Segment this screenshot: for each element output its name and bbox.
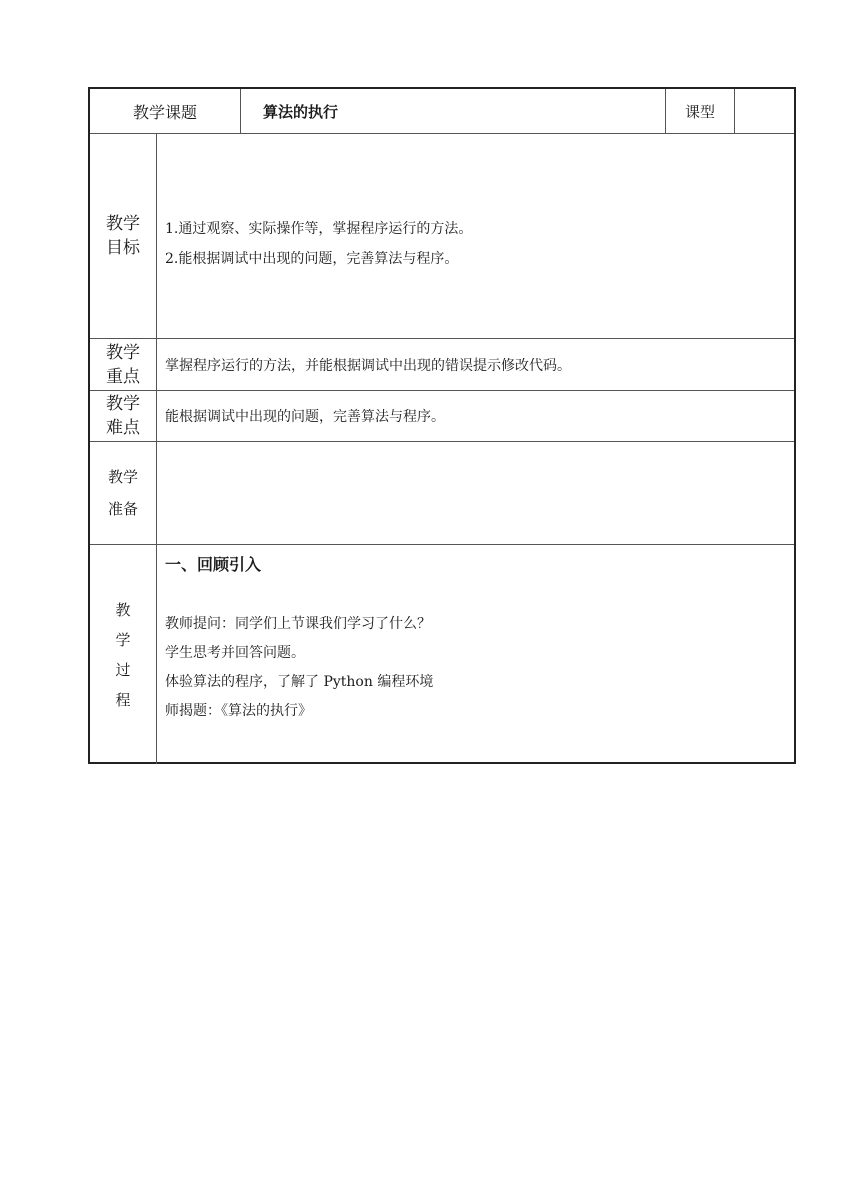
process-label-char: 学 bbox=[115, 630, 131, 649]
focus-row bbox=[90, 339, 794, 391]
process-label-char: 过 bbox=[115, 660, 131, 679]
preparation-content bbox=[156, 442, 794, 544]
goals-row bbox=[90, 134, 794, 339]
process-row bbox=[90, 545, 794, 764]
lesson-plan-table bbox=[88, 87, 796, 764]
difficulty-text: 能根据调试中出现的问题，完善算法与程序。 bbox=[165, 409, 445, 425]
goals-label-line1: 教学 bbox=[106, 214, 140, 234]
topic-value: 算法的执行 bbox=[240, 89, 665, 133]
focus-label-line2: 重点 bbox=[106, 366, 140, 387]
process-label bbox=[90, 545, 156, 764]
process-label-char: 教 bbox=[115, 600, 131, 619]
process-lines bbox=[165, 610, 794, 726]
goals-content bbox=[156, 134, 794, 338]
process-line: 学生思考并回答问题。 bbox=[165, 645, 305, 661]
goal-item: 1.通过观察、实际操作等，掌握程序运行的方法。 bbox=[165, 221, 473, 237]
difficulty-label-line1: 教学 bbox=[106, 394, 140, 414]
goals-list bbox=[165, 134, 794, 274]
preparation-label bbox=[90, 442, 156, 544]
goals-label bbox=[90, 134, 156, 338]
difficulty-row bbox=[90, 391, 794, 442]
difficulty-content bbox=[156, 391, 794, 441]
type-value bbox=[734, 89, 796, 133]
section-heading: 一、回顾引入 bbox=[165, 555, 262, 574]
header-row bbox=[90, 89, 794, 134]
focus-label bbox=[90, 339, 156, 390]
process-label-char: 程 bbox=[115, 690, 131, 709]
preparation-label-line1: 教学 bbox=[107, 468, 138, 486]
preparation-row bbox=[90, 442, 794, 545]
focus-content bbox=[156, 339, 794, 390]
difficulty-label bbox=[90, 391, 156, 441]
type-label: 课型 bbox=[665, 89, 734, 133]
process-content bbox=[156, 545, 794, 764]
focus-label-line1: 教学 bbox=[106, 342, 140, 363]
topic-label: 教学课题 bbox=[132, 102, 197, 122]
difficulty-label-line2: 难点 bbox=[106, 418, 140, 438]
preparation-label-line2: 准备 bbox=[107, 500, 138, 518]
process-line: 教师提问：同学们上节课我们学习了什么？ bbox=[165, 616, 431, 632]
process-line: 师揭题：《算法的执行》 bbox=[165, 703, 312, 719]
process-line: 体验算法的程序，了解了 Python 编程环境 bbox=[165, 674, 434, 690]
focus-text: 掌握程序运行的方法，并能根据调试中出现的错误提示修改代码。 bbox=[165, 357, 571, 374]
goals-label-line2: 目标 bbox=[106, 238, 140, 258]
goal-item: 2.能根据调试中出现的问题，完善算法与程序。 bbox=[165, 251, 459, 267]
